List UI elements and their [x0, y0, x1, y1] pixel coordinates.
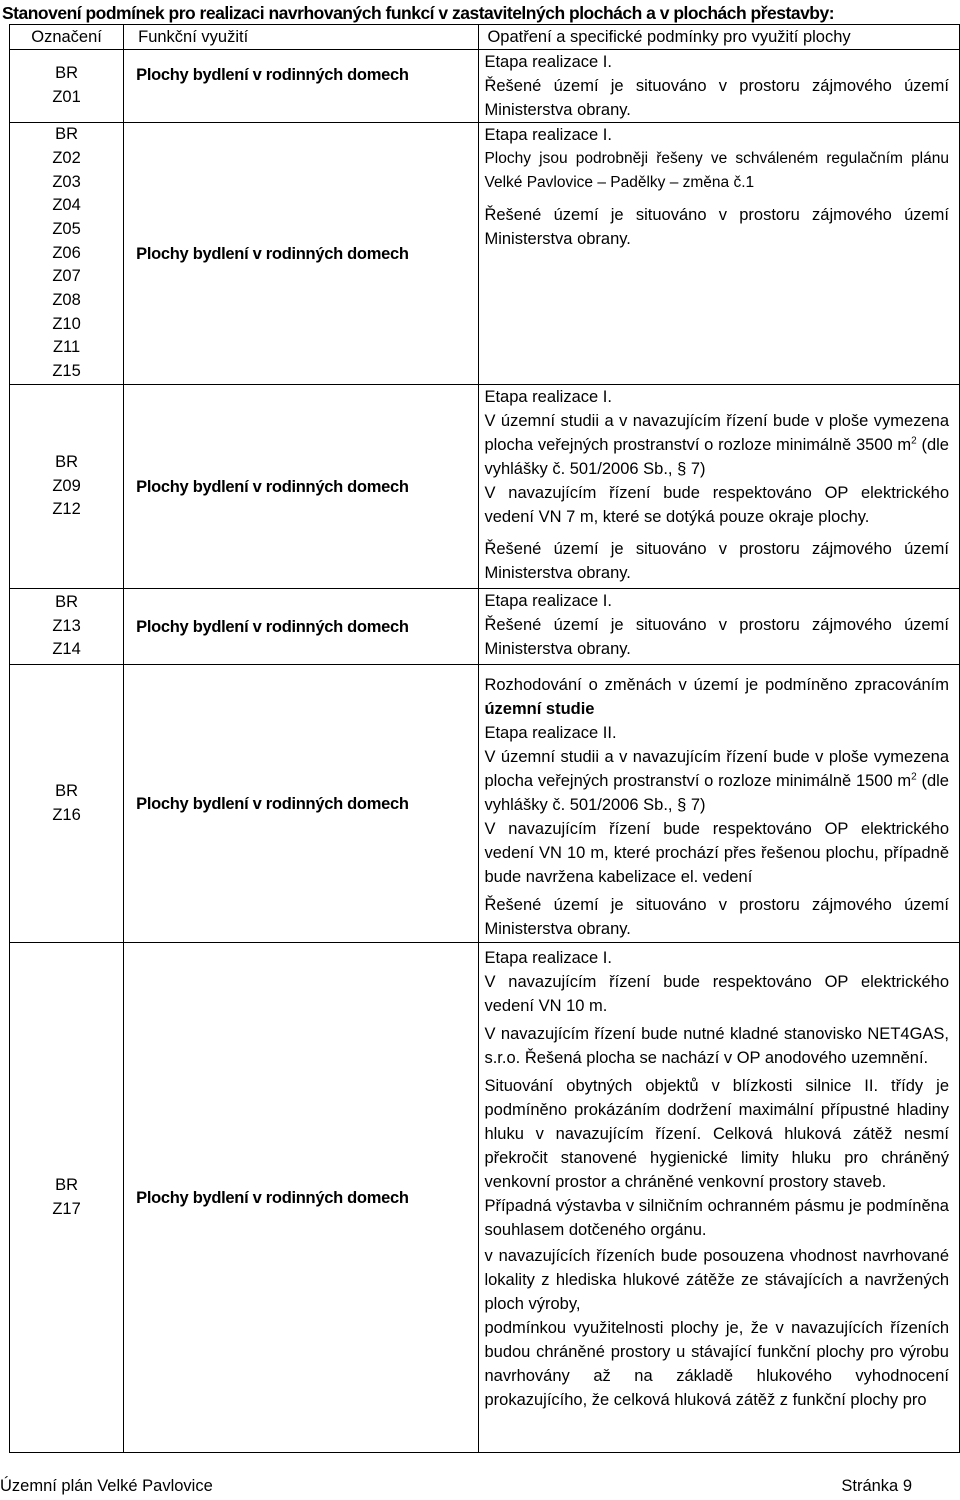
condition-text: V navazujícím řízení bude respektováno OP elektrického vedení VN 7 m, které se dotýká pouze okraje plochy.	[484, 484, 949, 526]
code-label: Z11	[52, 338, 81, 357]
conditions-cell	[479, 589, 960, 665]
condition-text: podmínkou využitelnosti plochy je, že v navazujících řízeních budou chráněné prostory u stávající funkční plochy pro výrobu navrhovány až na základě hlukového vyhodnocení prokazujícího, že celková hluková zátěž z funkční plochy pro	[484, 1319, 949, 1409]
code-label: Z05	[52, 219, 81, 238]
condition-emphasis: územní studie	[484, 700, 595, 718]
functional-use: Plochy bydlení v rodinných domech	[124, 665, 479, 943]
condition-text: Řešené území je situováno v prostoru zájmového území Ministerstva obrany.	[484, 77, 949, 119]
footer-document-title: Územní plán Velké Pavlovice	[0, 1477, 213, 1495]
code-label: BR	[55, 64, 79, 83]
table-row	[10, 943, 960, 1453]
conditions-table	[9, 24, 960, 1453]
superscript: 2	[911, 435, 917, 447]
condition-text: Etapa realizace II.	[484, 724, 617, 742]
condition-text	[484, 745, 949, 817]
code-label: Z12	[52, 500, 81, 519]
superscript: 2	[911, 771, 917, 783]
code-label: BR	[55, 592, 79, 611]
code-label: Z17	[52, 1199, 81, 1218]
functional-use: Plochy bydlení v rodinných domech	[124, 385, 479, 589]
code-label: Z08	[52, 291, 81, 310]
conditions-cell	[479, 665, 960, 943]
conditions-cell	[479, 385, 960, 589]
table-row	[10, 385, 960, 589]
condition-text: Řešené území je situováno v prostoru zájmového území Ministerstva obrany.	[484, 616, 949, 658]
table-row	[10, 50, 960, 123]
condition-text: Řešené území je situováno v prostoru zájmového území Ministerstva obrany.	[484, 540, 949, 582]
area-codes	[10, 943, 124, 1453]
condition-text: Situování obytných objektů v blízkosti silnice II. třídy je podmíněno prokázáním dodržení maximální přípustné hladiny hluku v navazujícím řízení. Celková hluková zátěž nesmí překročit stanovené hygienické limity hluku pro chráněný venkovní prostor a chráněné venkovní prostory staveb.	[484, 1077, 949, 1191]
code-label: Z16	[52, 805, 81, 824]
table-row	[10, 589, 960, 665]
code-label: Z07	[52, 267, 81, 286]
code-label: Z06	[52, 243, 81, 262]
area-codes	[10, 385, 124, 589]
code-label: Z10	[52, 314, 81, 333]
table-row	[10, 123, 960, 385]
conditions-cell	[479, 943, 960, 1453]
code-label: Z09	[52, 476, 81, 495]
condition-text-part: (dle vyhlášky č. 501/2006 Sb., § 7)	[484, 436, 949, 478]
code-label: Z14	[52, 640, 81, 659]
column-header-code: Označení	[10, 25, 124, 50]
condition-text: Etapa realizace I.	[484, 592, 612, 610]
code-label: Z02	[52, 148, 81, 167]
code-label: Z15	[52, 362, 81, 381]
condition-text: Řešené území je situováno v prostoru zájmového území Ministerstva obrany.	[484, 206, 949, 248]
condition-text: V navazujícím řízení bude nutné kladné stanovisko NET4GAS, s.r.o. Řešená plocha se nachází v OP anodového uzemnění.	[484, 1025, 949, 1067]
condition-text: Etapa realizace I.	[484, 53, 612, 71]
condition-text: Etapa realizace I.	[484, 126, 612, 144]
functional-use: Plochy bydlení v rodinných domech	[124, 123, 479, 385]
condition-text-part: V územní studii a v navazujícím řízení bude v ploše vymezena plocha veřejných prostranství o rozloze minimálně 1500 m	[484, 748, 949, 790]
condition-text-part: (dle vyhlášky č. 501/2006 Sb., § 7)	[484, 772, 949, 814]
condition-text	[484, 409, 949, 481]
condition-text-part: Rozhodování o změnách v území je podmíněno zpracováním	[484, 676, 949, 694]
code-label: BR	[55, 1175, 79, 1194]
functional-use: Plochy bydlení v rodinných domech	[124, 589, 479, 665]
page-footer	[0, 1474, 912, 1498]
conditions-cell	[479, 50, 960, 123]
code-label: Z01	[52, 88, 81, 106]
area-codes	[10, 665, 124, 943]
conditions-cell	[479, 123, 960, 385]
condition-text: Etapa realizace I.	[484, 388, 612, 406]
area-codes	[10, 589, 124, 665]
code-label: BR	[55, 125, 79, 144]
condition-text: Řešené území je situováno v prostoru zájmového území Ministerstva obrany.	[484, 896, 949, 938]
condition-text: Plochy jsou podrobněji řešeny ve schváleném regulačním plánu Velké Pavlovice – Padělky – změna č.1	[484, 150, 949, 191]
area-codes	[10, 50, 124, 123]
condition-text: Případná výstavba v silničním ochranném pásmu je podmíněna souhlasem dotčeného orgánu.	[484, 1197, 949, 1239]
code-label: Z03	[52, 172, 81, 191]
column-header-conditions: Opatření a specifické podmínky pro využití plochy	[479, 25, 960, 50]
condition-text: V navazujícím řízení bude respektováno OP elektrického vedení VN 10 m, které prochází přes řešenou plochu, případně bude navržena kabelizace el. vedení	[484, 820, 949, 886]
condition-text	[484, 673, 949, 721]
condition-text: v navazujících řízeních bude posouzena vhodnost navrhované lokality z hlediska hlukové zátěže ze stávajících a navržených ploch výroby,	[484, 1247, 949, 1313]
section-heading: Stanovení podmínek pro realizaci navrhovaných funkcí v zastavitelných plochách a v plochách přestavby:	[2, 3, 835, 23]
code-label: BR	[55, 452, 79, 471]
functional-use: Plochy bydlení v rodinných domech	[124, 50, 479, 123]
table-header-row	[10, 25, 960, 50]
code-label: Z04	[52, 196, 81, 215]
code-label: BR	[55, 781, 79, 800]
condition-text: Etapa realizace I.	[484, 949, 612, 967]
code-label: Z13	[52, 616, 81, 635]
area-codes	[10, 123, 124, 385]
column-header-use: Funkční využití	[124, 25, 479, 50]
condition-text-part: V územní studii a v navazujícím řízení bude v ploše vymezena plocha veřejných prostranství o rozloze minimálně 3500 m	[484, 412, 949, 454]
condition-text: V navazujícím řízení bude respektováno OP elektrického vedení VN 10 m.	[484, 973, 949, 1015]
functional-use: Plochy bydlení v rodinných domech	[124, 943, 479, 1453]
table-row	[10, 665, 960, 943]
footer-page-number: Stránka 9	[841, 1477, 912, 1495]
